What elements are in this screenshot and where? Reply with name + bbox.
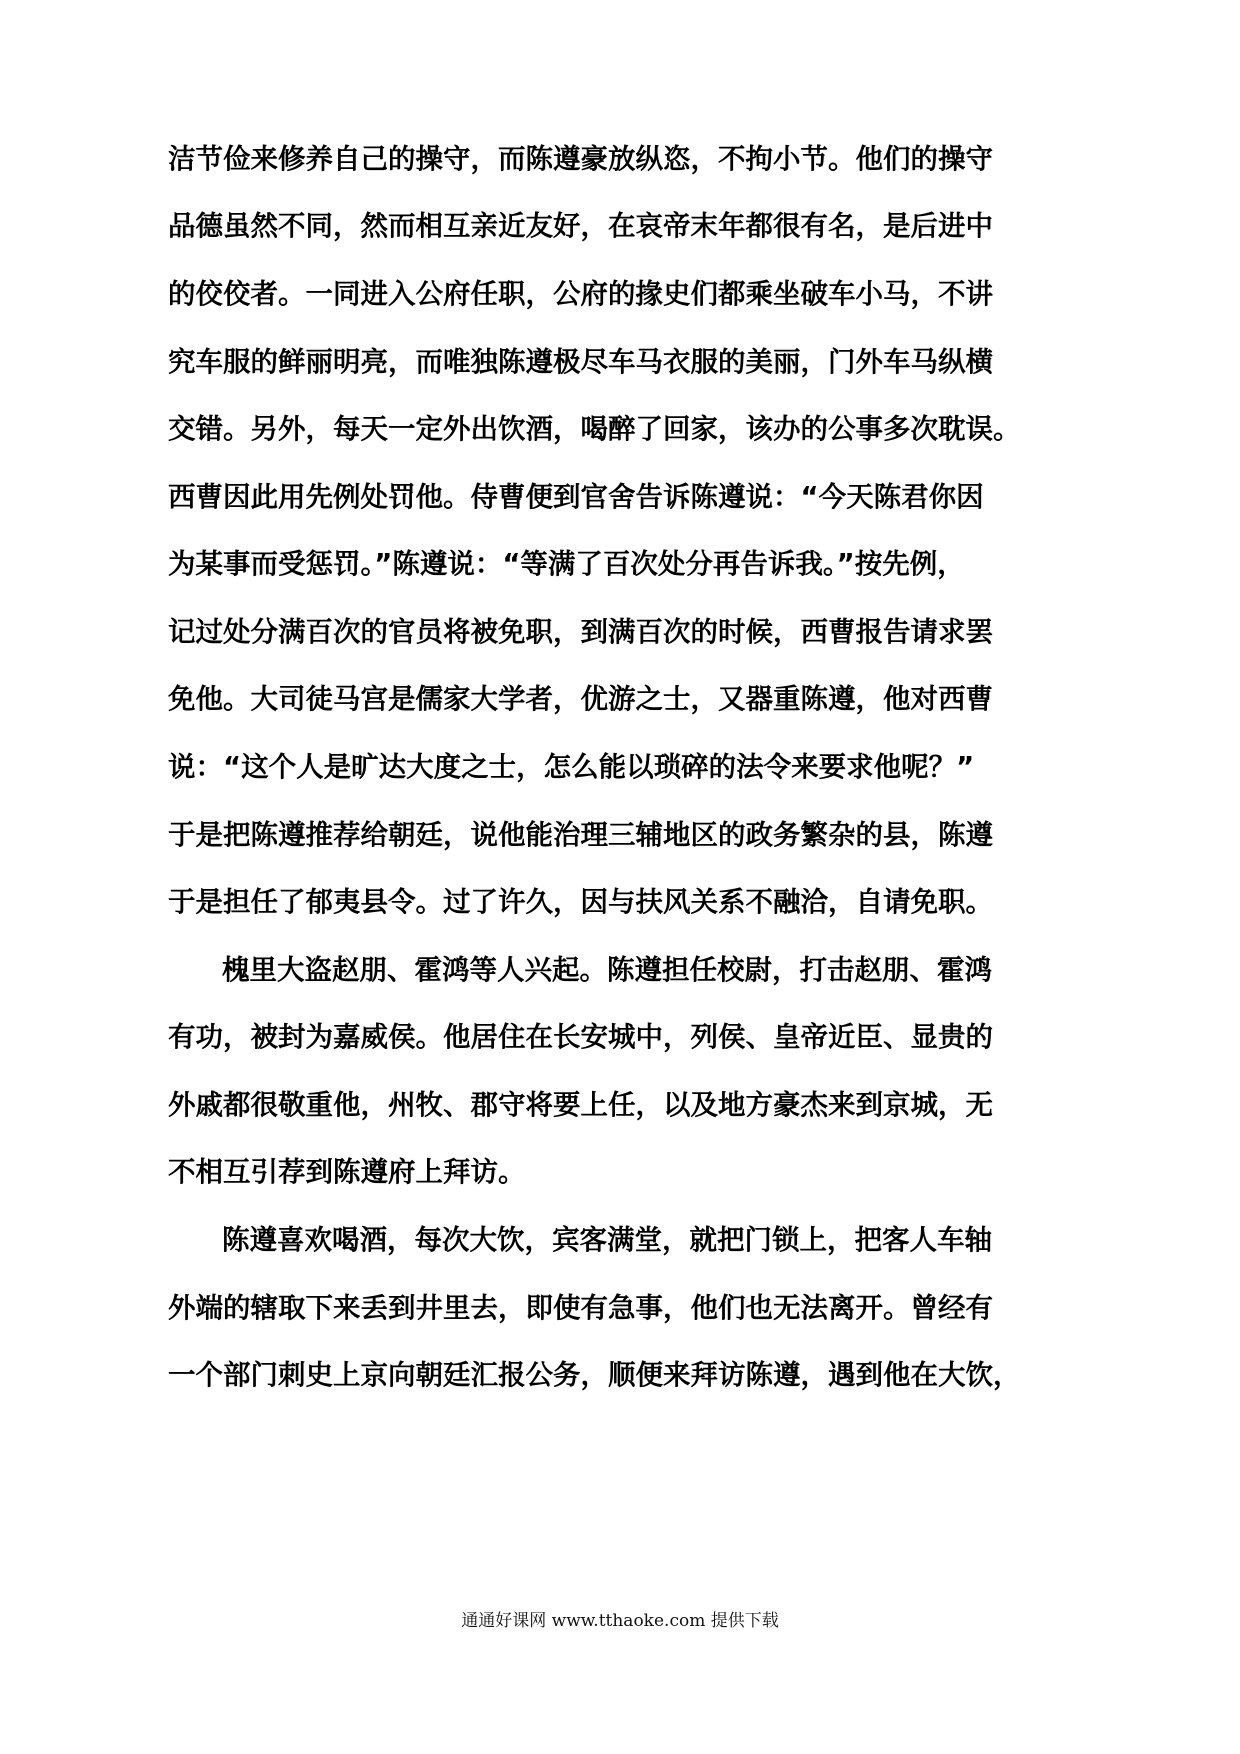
text-line-2: 品德虽然不同，然而相互亲近友好，在哀帝末年都很有名，是后进中 (168, 210, 993, 242)
text-line-7: 为某事而受惩罚。”陈遵说：“等满了百次处分再告诉我。”按先例， (168, 548, 965, 580)
text-line-9: 免他。大司徒马宫是儒家大学者，优游之士，又器重陈遵，他对西曹 (168, 683, 993, 715)
text-line-10: 说：“这个人是旷达大度之士，怎么能以琐碎的法令来要求他呢？” (168, 751, 975, 783)
text-line-11: 于是把陈遵推荐给朝廷，说他能治理三辅地区的政务繁杂的县，陈遵 (168, 819, 993, 851)
page-footer: 通通好课网 www.tthaoke.com 提供下载 (461, 1611, 779, 1631)
text-line-15: 外戚都很敬重他，州牧、郡守将要上任，以及地方豪杰来到京城，无 (168, 1089, 993, 1121)
text-line-14: 有功，被封为嘉威侯。他居住在长安城中，列侯、皇帝近臣、显贵的 (168, 1021, 993, 1053)
text-line-16: 不相互引荐到陈遵府上拜访。 (168, 1156, 526, 1188)
text-line-8: 记过处分满百次的官员将被免职，到满百次的时候，西曹报告请求罢 (168, 616, 993, 648)
text-line-18: 外端的辖取下来丢到井里去，即使有急事，他们也无法离开。曾经有 (168, 1292, 993, 1324)
text-line-13: 槐里大盗赵朋、霍鸿等人兴起。陈遵担任校尉，打击赵朋、霍鸿 (222, 954, 992, 986)
text-line-6: 西曹因此用先例处罚他。侍曹便到官舍告诉陈遵说：“今天陈君你因 (168, 481, 984, 513)
text-line-17: 陈遵喜欢喝酒，每次大饮，宾客满堂，就把门锁上，把客人车轴 (222, 1224, 992, 1256)
text-line-3: 的佼佼者。一同进入公府任职，公府的掾史们都乘坐破车小马，不讲 (168, 278, 993, 310)
text-line-12: 于是担任了郁夷县令。过了许久，因与扶风关系不融洽，自请免职。 (168, 886, 993, 918)
text-line-4: 究车服的鲜丽明亮，而唯独陈遵极尽车马衣服的美丽，门外车马纵横 (168, 346, 993, 378)
text-line-1: 洁节俭来修养自己的操守，而陈遵豪放纵恣，不拘小节。他们的操守 (168, 143, 993, 175)
text-line-5: 交错。另外，每天一定外出饮酒，喝醉了回家，该办的公事多次耽误。 (168, 413, 1021, 445)
text-line-19: 一个部门刺史上京向朝廷汇报公务，顺便来拜访陈遵，遇到他在大饮， (168, 1359, 1021, 1391)
